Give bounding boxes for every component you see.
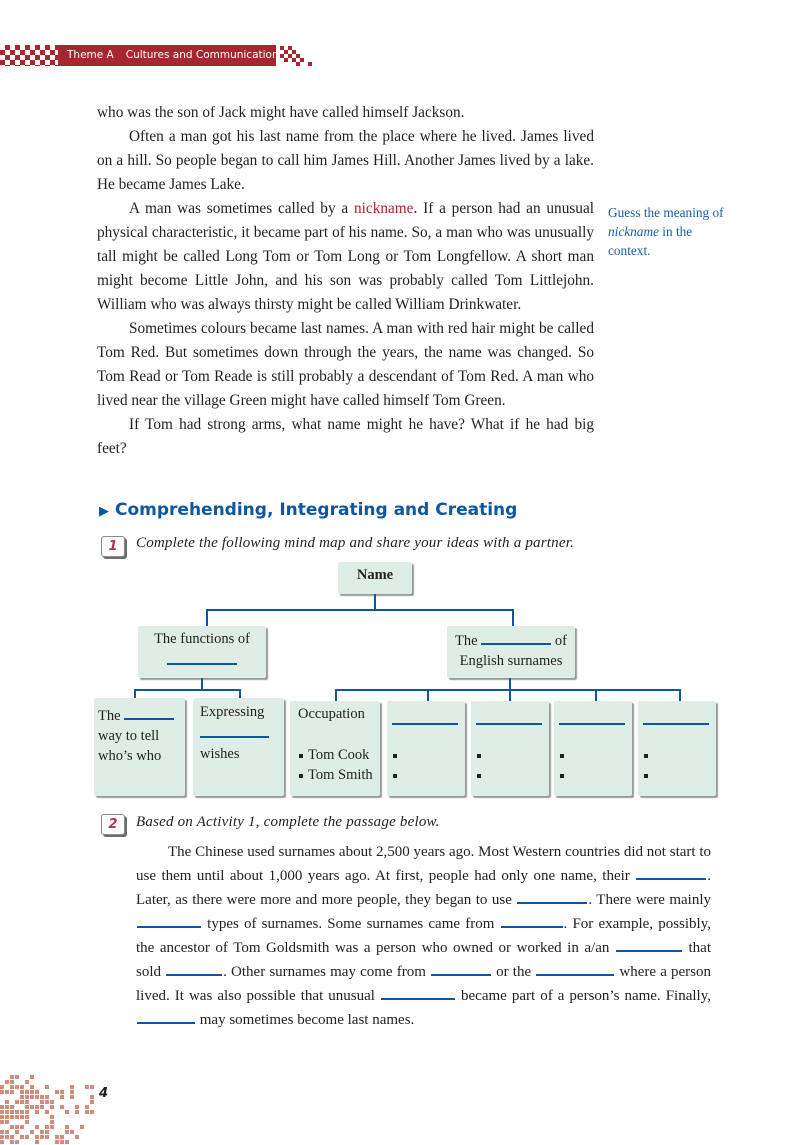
pixel-square [15, 1110, 19, 1114]
example-blank[interactable] [643, 765, 716, 785]
section-title-text: Comprehending, Integrating and Creating [115, 500, 518, 520]
pixel-square [50, 1125, 54, 1129]
fill-in-blank[interactable] [431, 962, 491, 976]
example-blank[interactable] [476, 745, 549, 765]
pixel-square [20, 1115, 24, 1119]
pixel-square [50, 1100, 54, 1104]
example-list [559, 745, 632, 785]
pixel-square [45, 1135, 49, 1139]
pixel-square [45, 1085, 49, 1089]
fill-in-blank[interactable] [476, 709, 542, 725]
pixel-square [0, 1105, 4, 1109]
example-blank[interactable] [643, 745, 716, 765]
passage-text: . For example, possibly, the ancestor of Tom Goldsmith was a person who owned or worked in a/an [136, 916, 711, 956]
mind-map-function-node-1 [94, 698, 185, 796]
pixel-square [55, 1090, 59, 1094]
activity-number-badge: 1 [101, 536, 125, 557]
node-label: way to tell [98, 728, 160, 744]
pixel-square [20, 1100, 24, 1104]
pixel-square [55, 1135, 59, 1139]
fill-in-blank[interactable] [166, 962, 222, 976]
pixel-square [70, 1085, 74, 1089]
fill-in-blank[interactable] [200, 722, 269, 738]
example-blank[interactable] [392, 765, 465, 785]
pixel-square [45, 1095, 49, 1099]
connector-line [374, 594, 376, 610]
fill-in-blank[interactable] [137, 914, 201, 928]
connector-line [595, 689, 597, 701]
example-blank[interactable] [559, 765, 632, 785]
pixel-square [0, 1085, 4, 1089]
pixel-square [35, 1090, 39, 1094]
pixel-square [10, 1075, 14, 1079]
pixel-square [65, 1125, 69, 1129]
note-emphasis: nickname [608, 224, 659, 239]
reading-paragraph: Often a man got his last name from the place where he lived. James lived on a hill. So people began to call him James Hill. Another James lived by a lake. He became James Lake. [97, 128, 594, 193]
pixel-square [85, 1105, 89, 1109]
pixel-square [10, 1105, 14, 1109]
theme-title: Cultures and Communication [125, 49, 279, 61]
pixel-square [5, 1100, 9, 1104]
pixel-square [0, 1130, 4, 1134]
footer-pixel-decoration [0, 1075, 100, 1145]
pixel-square [30, 1085, 34, 1089]
example-item: Tom Cook [298, 745, 380, 765]
note-text: in the context. [608, 224, 693, 258]
pixel-square [70, 1090, 74, 1094]
example-list [392, 745, 465, 785]
pixel-square [35, 1125, 39, 1129]
pixel-square [75, 1105, 79, 1109]
pixel-square [15, 1100, 19, 1104]
fill-in-blank[interactable] [501, 914, 563, 928]
connector-line [512, 609, 514, 626]
note-text: Guess the meaning of [608, 205, 724, 220]
pixel-square [45, 1110, 49, 1114]
example-list [298, 745, 380, 785]
pixel-square [20, 1125, 24, 1129]
pixel-square [20, 1110, 24, 1114]
example-list [476, 745, 549, 785]
pixel-square [35, 1110, 39, 1114]
connector-line [206, 609, 514, 611]
fill-in-blank[interactable] [124, 704, 174, 720]
pixel-square [80, 1125, 84, 1129]
pixel-square [10, 1080, 14, 1084]
pixel-square [90, 1100, 94, 1104]
pixel-square [0, 1090, 4, 1094]
connector-line [335, 689, 681, 691]
reading-paragraph: Sometimes colours became last names. A man with red hair might be called Tom Red. But sometimes down through the years, the name was changed. So Tom Read or Tom Reade is still probably a descendant of Tom Red. A man who lived near the village Green might have called himself Tom Green. [97, 320, 594, 409]
pixel-square [90, 1085, 94, 1089]
pixel-square [5, 1080, 9, 1084]
running-header [58, 45, 279, 66]
pixel-square [25, 1100, 29, 1104]
pixel-square [25, 1095, 29, 1099]
pixel-square [45, 1100, 49, 1104]
pixel-square [30, 1095, 34, 1099]
page-number: 4 [99, 1086, 109, 1101]
pixel-square [5, 1115, 9, 1119]
connector-line [335, 689, 337, 701]
activity-instruction: Complete the following mind map and share your ideas with a partner. [136, 535, 575, 551]
mind-map-type-node-blank [638, 701, 716, 796]
highlighted-word-nickname: nickname [354, 200, 414, 217]
pixel-square [20, 1085, 24, 1089]
passage-text: . There were mainly [588, 892, 711, 908]
pixel-square [60, 1090, 64, 1094]
pixel-square [50, 1120, 54, 1124]
pixel-square [60, 1135, 64, 1139]
reading-paragraph-question: If Tom had strong arms, what name might he have? What if he had big feet? [97, 416, 594, 457]
pixel-square [0, 1110, 4, 1114]
passage-text: The Chinese used surnames about 2,500 years ago. Most Western countries did not start to use them until about 1,000 years ago. At first, people had only one name, their [136, 844, 711, 884]
pixel-square [65, 1110, 69, 1114]
pixel-square [5, 1090, 9, 1094]
paragraph-text: . If a person had an unusual physical characteristic, it became part of his name. So, a man who was unusually tall might be called Long Tom or Tom Long or Tom Longfellow. A short man might become Little John, and his son was probably called Tom Littlejohn. William who was always thirsty might be called William Drinkwater. [97, 200, 594, 313]
pixel-square [10, 1140, 14, 1144]
pixel-square [25, 1080, 29, 1084]
pixel-square [5, 1135, 9, 1139]
passage-text: types of surnames. Some surnames came from [202, 916, 500, 932]
pixel-square [5, 1110, 9, 1114]
node-label: English surnames [459, 653, 563, 669]
pixel-square [5, 1130, 9, 1134]
mind-map-types-node [447, 626, 575, 678]
pixel-square [0, 1140, 4, 1144]
pixel-square [10, 1090, 14, 1094]
connector-line [239, 689, 241, 698]
fill-in-blank[interactable] [559, 709, 625, 725]
mind-map-function-node-2 [193, 698, 284, 796]
pixel-square [30, 1075, 34, 1079]
pixel-square [10, 1115, 14, 1119]
node-label: Expressing [200, 704, 265, 720]
pixel-square [15, 1140, 19, 1144]
fill-in-blank[interactable] [616, 938, 682, 952]
pixel-square [60, 1105, 64, 1109]
header-checker-pattern-right [280, 45, 316, 66]
fill-in-blank[interactable] [643, 709, 709, 725]
pixel-square [15, 1075, 19, 1079]
node-label: The functions of [154, 631, 250, 647]
pixel-square [70, 1130, 74, 1134]
connector-line [134, 689, 241, 691]
pixel-square [50, 1105, 54, 1109]
pixel-square [0, 1115, 4, 1119]
pixel-square [20, 1095, 24, 1099]
pixel-square [25, 1110, 29, 1114]
example-item: Tom Smith [298, 765, 380, 785]
pixel-square [50, 1115, 54, 1119]
reading-passage [97, 101, 594, 461]
margin-note [608, 203, 728, 260]
mind-map-root-node [338, 562, 412, 594]
pixel-square [10, 1110, 14, 1114]
node-label: who’s who [98, 748, 162, 764]
pixel-square [40, 1105, 44, 1109]
pixel-square [0, 1135, 4, 1139]
pixel-square [25, 1105, 29, 1109]
pixel-square [15, 1130, 19, 1134]
theme-label: Theme A [67, 49, 114, 61]
node-label: The [455, 633, 478, 649]
fill-in-blank[interactable] [481, 629, 551, 645]
pixel-square [45, 1130, 49, 1134]
pixel-square [35, 1135, 39, 1139]
node-label: wishes [200, 746, 240, 762]
pixel-square [5, 1120, 9, 1124]
pixel-square [10, 1135, 14, 1139]
paragraph-text: A man was sometimes called by a [129, 200, 354, 217]
header-checker-pattern-left [0, 45, 58, 66]
fill-in-blank[interactable] [167, 649, 237, 665]
pixel-square [85, 1110, 89, 1114]
example-blank[interactable] [559, 745, 632, 765]
passage-text: or the [492, 964, 536, 980]
passage-text: became part of a person’s name. Finally, [455, 988, 711, 1004]
fill-in-blank[interactable] [536, 962, 614, 976]
section-heading [99, 500, 517, 520]
pixel-square [40, 1135, 44, 1139]
node-label: of [554, 633, 567, 649]
pixel-square [60, 1140, 64, 1144]
activity-instruction: Based on Activity 1, complete the passage below. [136, 814, 440, 830]
pixel-square [65, 1140, 69, 1144]
pixel-square [60, 1095, 64, 1099]
mind-map-type-node-blank [471, 701, 549, 796]
mind-map-type-node-blank [387, 701, 465, 796]
cloze-passage [136, 840, 711, 1032]
passage-text: where a person lived. It was also possible that unusual [136, 964, 711, 1004]
example-blank[interactable] [392, 745, 465, 765]
pixel-square [90, 1095, 94, 1099]
pixel-square [30, 1105, 34, 1109]
pixel-square [20, 1135, 24, 1139]
pixel-square [65, 1130, 69, 1134]
pixel-square [35, 1140, 39, 1144]
activity-number-badge: 2 [101, 814, 125, 835]
pixel-square [5, 1105, 9, 1109]
pixel-square [20, 1090, 24, 1094]
connector-line [427, 689, 429, 701]
fill-in-blank[interactable] [381, 986, 455, 1000]
pixel-square [45, 1125, 49, 1129]
pixel-square [75, 1110, 79, 1114]
pixel-square [90, 1110, 94, 1114]
play-triangle-icon: ▶ [99, 504, 109, 519]
pixel-square [55, 1140, 59, 1144]
fill-in-blank[interactable] [137, 1010, 195, 1024]
fill-in-blank[interactable] [392, 709, 458, 725]
pixel-square [30, 1130, 34, 1134]
pixel-square [40, 1095, 44, 1099]
passage-text: . Other surnames may come from [223, 964, 431, 980]
reading-paragraph-nickname [97, 197, 594, 317]
pixel-square [35, 1095, 39, 1099]
mind-map-type-node-blank [554, 701, 632, 796]
passage-text: that sold [136, 940, 711, 980]
pixel-square [25, 1135, 29, 1139]
pixel-square [40, 1100, 44, 1104]
pixel-square [15, 1115, 19, 1119]
pixel-square [25, 1090, 29, 1094]
node-label: Name [356, 567, 394, 583]
mind-map-type-node-occupation [290, 701, 380, 796]
pixel-square [40, 1130, 44, 1134]
reading-paragraph: who was the son of Jack might have called himself Jackson. [97, 104, 465, 121]
pixel-square [10, 1085, 14, 1089]
connector-line [679, 689, 681, 701]
pixel-square [75, 1135, 79, 1139]
connector-line [509, 689, 511, 701]
pixel-square [15, 1085, 19, 1089]
pixel-square [0, 1120, 4, 1124]
fill-in-blank[interactable] [517, 890, 587, 904]
fill-in-blank[interactable] [636, 866, 706, 880]
pixel-square [35, 1105, 39, 1109]
passage-text: . Later, as there were more and more people, they began to use [136, 868, 711, 908]
node-label: The [98, 708, 121, 724]
example-list [643, 745, 716, 785]
pixel-square [30, 1090, 34, 1094]
connector-line [134, 689, 136, 698]
node-label: Occupation [298, 706, 365, 722]
passage-text: may sometimes become last names. [196, 1012, 415, 1028]
pixel-square [25, 1115, 29, 1119]
pixel-square [10, 1125, 14, 1129]
pixel-square [70, 1095, 74, 1099]
example-blank[interactable] [476, 765, 549, 785]
connector-line [206, 609, 208, 626]
mind-map-functions-node [138, 626, 266, 678]
pixel-square [15, 1125, 19, 1129]
pixel-square [25, 1120, 29, 1124]
pixel-square [85, 1085, 89, 1089]
